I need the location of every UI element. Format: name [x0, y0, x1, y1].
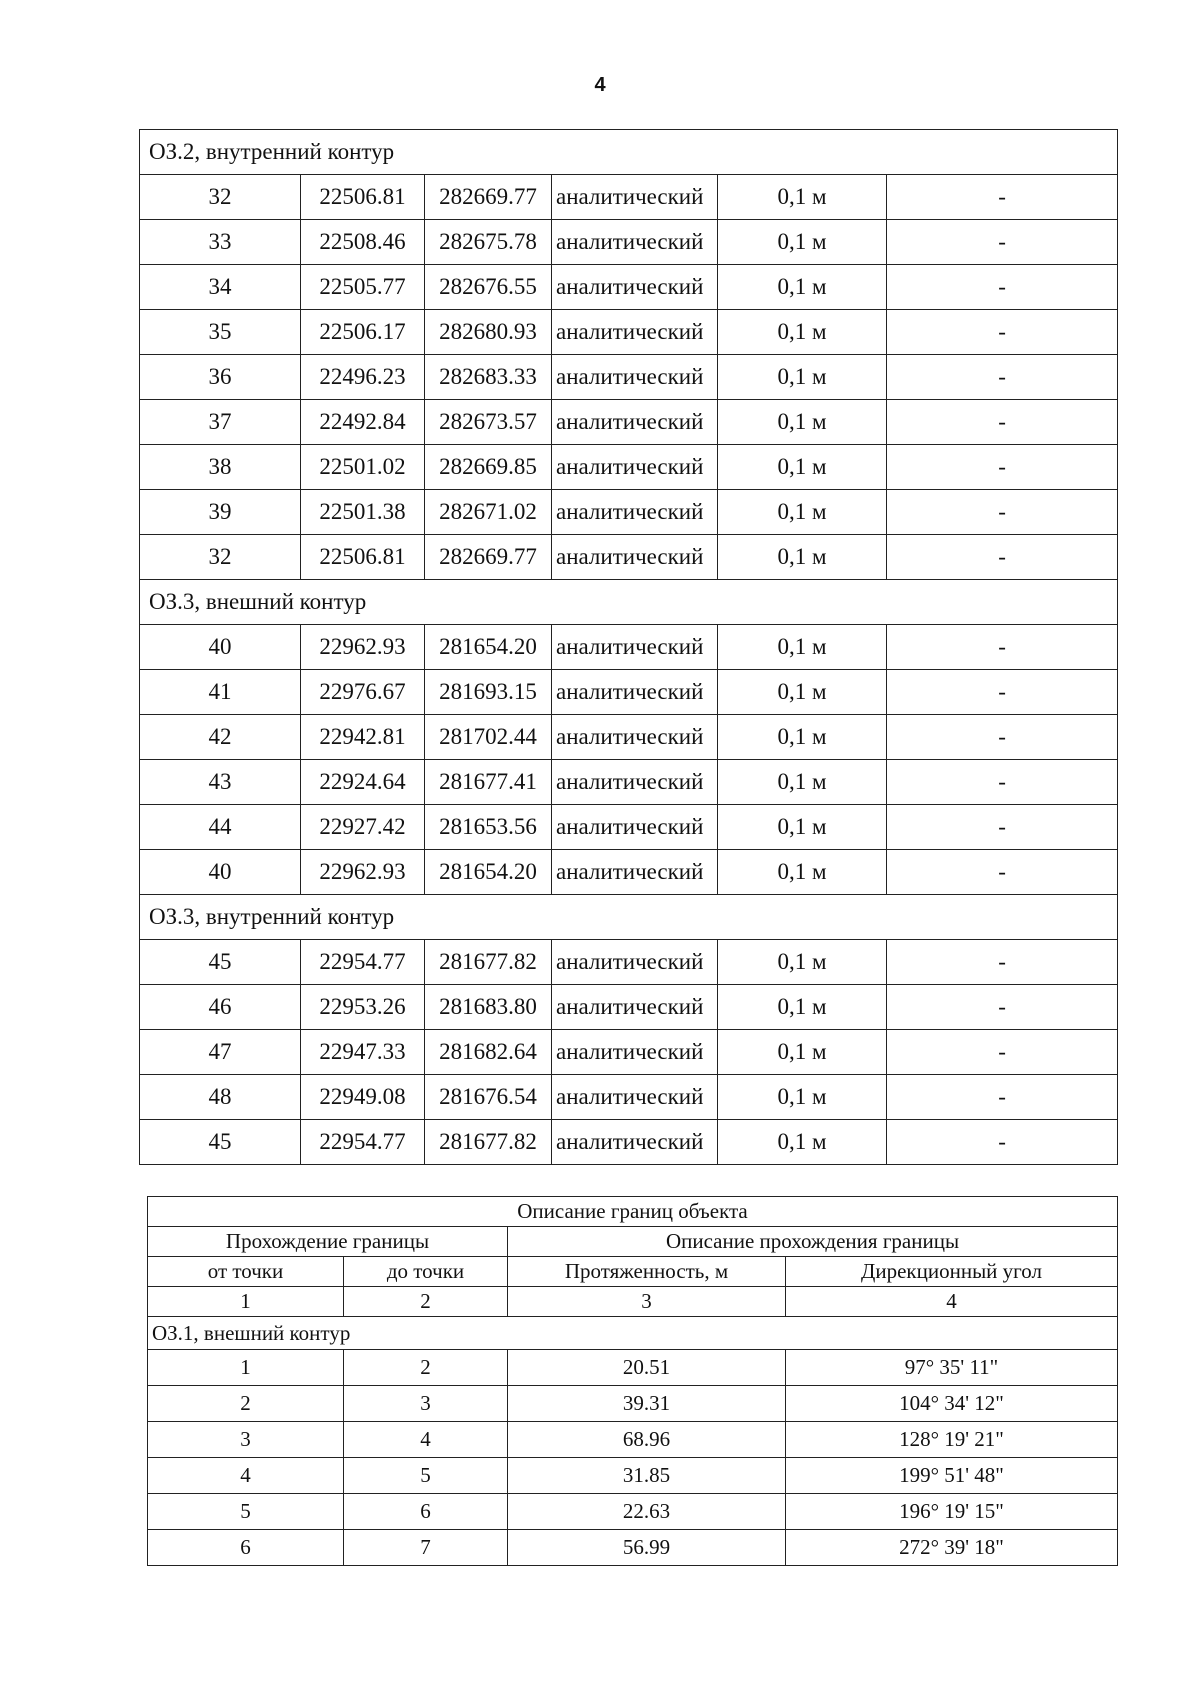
x-coordinate-cell: 22954.77: [301, 1120, 425, 1165]
accuracy-cell: 0,1 м: [718, 175, 887, 220]
y-coordinate-cell: 282669.85: [425, 445, 552, 490]
boundary-description-header: Описание прохождения границы: [508, 1227, 1118, 1257]
direction-angle-cell: 97° 35' 11": [786, 1350, 1118, 1386]
section-title: ОЗ.2, внутренний контур: [140, 130, 1118, 175]
method-cell: аналитический: [552, 220, 718, 265]
boundaries-description-table: [147, 1196, 1118, 1566]
header-to-point: до точки: [344, 1257, 508, 1287]
page-number: 4: [594, 74, 606, 96]
boundaries-column-header-row: [148, 1257, 1118, 1287]
from-point-cell: 3: [148, 1422, 344, 1458]
x-coordinate-cell: 22947.33: [301, 1030, 425, 1075]
from-point-cell: 5: [148, 1494, 344, 1530]
accuracy-cell: 0,1 м: [718, 1030, 887, 1075]
accuracy-cell: 0,1 м: [718, 850, 887, 895]
point-number-cell: 43: [140, 760, 301, 805]
note-cell: -: [887, 1075, 1118, 1120]
direction-angle-cell: 199° 51' 48": [786, 1458, 1118, 1494]
section-title: ОЗ.3, внешний контур: [140, 580, 1118, 625]
point-number-cell: 35: [140, 310, 301, 355]
section-header-row: [140, 580, 1118, 625]
note-cell: -: [887, 850, 1118, 895]
table-row: [140, 760, 1118, 805]
table-row: [140, 220, 1118, 265]
point-number-cell: 44: [140, 805, 301, 850]
boundary-passage-header: Прохождение границы: [148, 1227, 508, 1257]
from-point-cell: 2: [148, 1386, 344, 1422]
boundaries-group-header-row: [148, 1227, 1118, 1257]
point-number-cell: 36: [140, 355, 301, 400]
from-point-cell: 1: [148, 1350, 344, 1386]
method-cell: аналитический: [552, 1120, 718, 1165]
accuracy-cell: 0,1 м: [718, 985, 887, 1030]
y-coordinate-cell: 282675.78: [425, 220, 552, 265]
method-cell: аналитический: [552, 940, 718, 985]
point-number-cell: 33: [140, 220, 301, 265]
accuracy-cell: 0,1 м: [718, 715, 887, 760]
x-coordinate-cell: 22949.08: [301, 1075, 425, 1120]
x-coordinate-cell: 22492.84: [301, 400, 425, 445]
table-row: [140, 175, 1118, 220]
table-row: [140, 1075, 1118, 1120]
y-coordinate-cell: 282669.77: [425, 175, 552, 220]
header-length: Протяженность, м: [508, 1257, 786, 1287]
column-number-4: 4: [786, 1287, 1118, 1317]
point-number-cell: 40: [140, 625, 301, 670]
method-cell: аналитический: [552, 760, 718, 805]
point-number-cell: 38: [140, 445, 301, 490]
note-cell: -: [887, 400, 1118, 445]
note-cell: -: [887, 445, 1118, 490]
x-coordinate-cell: 22962.93: [301, 850, 425, 895]
table-row: [140, 535, 1118, 580]
point-number-cell: 42: [140, 715, 301, 760]
accuracy-cell: 0,1 м: [718, 940, 887, 985]
table-row: [140, 265, 1118, 310]
x-coordinate-cell: 22506.81: [301, 535, 425, 580]
to-point-cell: 2: [344, 1350, 508, 1386]
point-number-cell: 45: [140, 940, 301, 985]
note-cell: -: [887, 1030, 1118, 1075]
method-cell: аналитический: [552, 805, 718, 850]
accuracy-cell: 0,1 м: [718, 220, 887, 265]
point-number-cell: 48: [140, 1075, 301, 1120]
table-row: [140, 1120, 1118, 1165]
table-row: [148, 1350, 1118, 1386]
y-coordinate-cell: 282683.33: [425, 355, 552, 400]
table-row: [140, 310, 1118, 355]
to-point-cell: 3: [344, 1386, 508, 1422]
table-row: [148, 1458, 1118, 1494]
y-coordinate-cell: 281677.41: [425, 760, 552, 805]
x-coordinate-cell: 22924.64: [301, 760, 425, 805]
note-cell: -: [887, 265, 1118, 310]
accuracy-cell: 0,1 м: [718, 445, 887, 490]
boundaries-title: Описание границ объекта: [148, 1197, 1118, 1227]
length-cell: 22.63: [508, 1494, 786, 1530]
method-cell: аналитический: [552, 445, 718, 490]
method-cell: аналитический: [552, 1030, 718, 1075]
note-cell: -: [887, 490, 1118, 535]
x-coordinate-cell: 22927.42: [301, 805, 425, 850]
table-row: [140, 670, 1118, 715]
accuracy-cell: 0,1 м: [718, 805, 887, 850]
note-cell: -: [887, 175, 1118, 220]
section-title: ОЗ.3, внутренний контур: [140, 895, 1118, 940]
table-row: [140, 625, 1118, 670]
table-row: [148, 1422, 1118, 1458]
header-direction-angle: Дирекционный угол: [786, 1257, 1118, 1287]
header-from-point: от точки: [148, 1257, 344, 1287]
y-coordinate-cell: 281702.44: [425, 715, 552, 760]
method-cell: аналитический: [552, 670, 718, 715]
direction-angle-cell: 196° 19' 15": [786, 1494, 1118, 1530]
y-coordinate-cell: 281683.80: [425, 985, 552, 1030]
x-coordinate-cell: 22501.02: [301, 445, 425, 490]
to-point-cell: 7: [344, 1530, 508, 1566]
y-coordinate-cell: 282676.55: [425, 265, 552, 310]
point-number-cell: 46: [140, 985, 301, 1030]
x-coordinate-cell: 22508.46: [301, 220, 425, 265]
column-number-1: 1: [148, 1287, 344, 1317]
to-point-cell: 5: [344, 1458, 508, 1494]
note-cell: -: [887, 220, 1118, 265]
table-row: [148, 1386, 1118, 1422]
x-coordinate-cell: 22506.81: [301, 175, 425, 220]
method-cell: аналитический: [552, 355, 718, 400]
note-cell: -: [887, 625, 1118, 670]
x-coordinate-cell: 22496.23: [301, 355, 425, 400]
method-cell: аналитический: [552, 310, 718, 355]
y-coordinate-cell: 281677.82: [425, 940, 552, 985]
table-row: [140, 715, 1118, 760]
point-number-cell: 32: [140, 535, 301, 580]
table-row: [148, 1494, 1118, 1530]
point-number-cell: 32: [140, 175, 301, 220]
accuracy-cell: 0,1 м: [718, 1075, 887, 1120]
note-cell: -: [887, 805, 1118, 850]
accuracy-cell: 0,1 м: [718, 760, 887, 805]
table-row: [140, 400, 1118, 445]
y-coordinate-cell: 281693.15: [425, 670, 552, 715]
table-row: [140, 355, 1118, 400]
length-cell: 56.99: [508, 1530, 786, 1566]
table-row: [140, 940, 1118, 985]
boundaries-section-row: [148, 1317, 1118, 1350]
x-coordinate-cell: 22505.77: [301, 265, 425, 310]
x-coordinate-cell: 22506.17: [301, 310, 425, 355]
method-cell: аналитический: [552, 715, 718, 760]
point-number-cell: 45: [140, 1120, 301, 1165]
point-number-cell: 40: [140, 850, 301, 895]
coordinates-table-body: [140, 130, 1118, 1165]
method-cell: аналитический: [552, 400, 718, 445]
method-cell: аналитический: [552, 850, 718, 895]
y-coordinate-cell: 282669.77: [425, 535, 552, 580]
accuracy-cell: 0,1 м: [718, 310, 887, 355]
note-cell: -: [887, 940, 1118, 985]
to-point-cell: 4: [344, 1422, 508, 1458]
point-number-cell: 41: [140, 670, 301, 715]
accuracy-cell: 0,1 м: [718, 625, 887, 670]
coordinates-table: [139, 129, 1118, 1165]
table-row: [140, 490, 1118, 535]
from-point-cell: 4: [148, 1458, 344, 1494]
section-header-row: [140, 895, 1118, 940]
note-cell: -: [887, 535, 1118, 580]
boundaries-table-body: [148, 1350, 1118, 1566]
note-cell: -: [887, 985, 1118, 1030]
from-point-cell: 6: [148, 1530, 344, 1566]
point-number-cell: 39: [140, 490, 301, 535]
method-cell: аналитический: [552, 985, 718, 1030]
accuracy-cell: 0,1 м: [718, 670, 887, 715]
accuracy-cell: 0,1 м: [718, 535, 887, 580]
direction-angle-cell: 104° 34' 12": [786, 1386, 1118, 1422]
direction-angle-cell: 272° 39' 18": [786, 1530, 1118, 1566]
point-number-cell: 37: [140, 400, 301, 445]
note-cell: -: [887, 1120, 1118, 1165]
method-cell: аналитический: [552, 490, 718, 535]
note-cell: -: [887, 355, 1118, 400]
to-point-cell: 6: [344, 1494, 508, 1530]
accuracy-cell: 0,1 м: [718, 490, 887, 535]
x-coordinate-cell: 22942.81: [301, 715, 425, 760]
method-cell: аналитический: [552, 625, 718, 670]
table-row: [140, 850, 1118, 895]
column-number-2: 2: [344, 1287, 508, 1317]
note-cell: -: [887, 760, 1118, 805]
length-cell: 31.85: [508, 1458, 786, 1494]
note-cell: -: [887, 670, 1118, 715]
point-number-cell: 34: [140, 265, 301, 310]
column-number-3: 3: [508, 1287, 786, 1317]
length-cell: 39.31: [508, 1386, 786, 1422]
table-row: [140, 805, 1118, 850]
x-coordinate-cell: 22953.26: [301, 985, 425, 1030]
y-coordinate-cell: 282673.57: [425, 400, 552, 445]
y-coordinate-cell: 281653.56: [425, 805, 552, 850]
x-coordinate-cell: 22501.38: [301, 490, 425, 535]
x-coordinate-cell: 22954.77: [301, 940, 425, 985]
point-number-cell: 47: [140, 1030, 301, 1075]
y-coordinate-cell: 281682.64: [425, 1030, 552, 1075]
method-cell: аналитический: [552, 1075, 718, 1120]
accuracy-cell: 0,1 м: [718, 400, 887, 445]
y-coordinate-cell: 281654.20: [425, 625, 552, 670]
boundaries-section-title: ОЗ.1, внешний контур: [148, 1317, 1118, 1350]
method-cell: аналитический: [552, 265, 718, 310]
boundaries-title-row: [148, 1197, 1118, 1227]
length-cell: 20.51: [508, 1350, 786, 1386]
method-cell: аналитический: [552, 535, 718, 580]
accuracy-cell: 0,1 м: [718, 1120, 887, 1165]
table-row: [140, 445, 1118, 490]
note-cell: -: [887, 310, 1118, 355]
direction-angle-cell: 128° 19' 21": [786, 1422, 1118, 1458]
accuracy-cell: 0,1 м: [718, 265, 887, 310]
x-coordinate-cell: 22962.93: [301, 625, 425, 670]
y-coordinate-cell: 281677.82: [425, 1120, 552, 1165]
note-cell: -: [887, 715, 1118, 760]
x-coordinate-cell: 22976.67: [301, 670, 425, 715]
y-coordinate-cell: 281654.20: [425, 850, 552, 895]
table-row: [148, 1530, 1118, 1566]
length-cell: 68.96: [508, 1422, 786, 1458]
accuracy-cell: 0,1 м: [718, 355, 887, 400]
y-coordinate-cell: 282680.93: [425, 310, 552, 355]
method-cell: аналитический: [552, 175, 718, 220]
boundaries-column-number-row: [148, 1287, 1118, 1317]
y-coordinate-cell: 281676.54: [425, 1075, 552, 1120]
section-header-row: [140, 130, 1118, 175]
table-row: [140, 1030, 1118, 1075]
y-coordinate-cell: 282671.02: [425, 490, 552, 535]
table-row: [140, 985, 1118, 1030]
